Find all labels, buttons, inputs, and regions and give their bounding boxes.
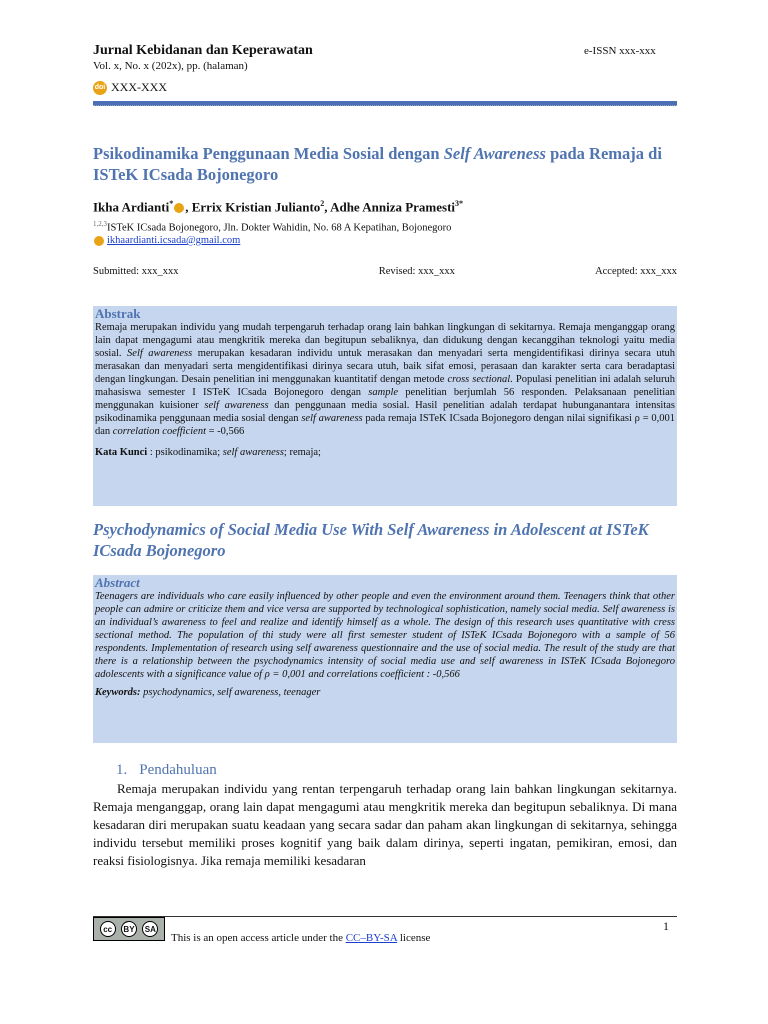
- abstract-heading: Abstract: [95, 575, 140, 590]
- title-italic: Self Awareness: [443, 144, 546, 163]
- page-number: 1: [663, 919, 669, 933]
- abstrak-body: Remaja merupakan individu yang mudah terpengaruh terhadap orang lain bahkan lingkungan di sekitarnya. Remaja menganggap orang lain dapat mengagumi atau mengkritik mereka dan begitupun sebaliknya, dan didukung dengan kecanggihan teknologi yaitu media sosial. Self awareness merupakan kesadaran individu untuk merasakan dan menyadari serta mengidentifikasi dirinya secara utuh merasakan dan menyadari serta mengidentifikasi dirinya secara utuh, baik sifat emosi, perasaan dan karakter serta cara beradaptasi dengan lingkungan. Desain penelitian ini menggunakan kuantitatif dengan metode cross sectional. Populasi penelitian ini adalah seluruh mahasiswa semester I ISTeK ICsada Bojonegoro dengan sample penelitian berjumlah 56 responden. Pelaksanaan penelitian menggunakan kuisioner self awareness dan penggunaan media sosial. Hasil penelitian adalah terdapat hubunganantara intensitas psikodinamika penggunaan media sosial dengan self awareness pada remaja ISTeK ICsada Bojonegoro dengan nilai signifikasi ρ = 0,001 dan correlation coefficient = -0,566: [95, 322, 676, 437]
- section-body: Remaja merupakan individu yang rentan terpengaruh terhadap orang lain bahkan lingkungan sekitarnya. Remaja menganggap, orang lain dapat mengagumi atau mengkritik mereka dan begitupun sebaliknya. Di mana kesadaran diri merupakan suatu keadaan yang secara sadar dan paham akan lingkungan di sekitarnya, sehingga individu tersebut memiliki proses kognitif yang baik dalam dirinya, seperti ingatan, pemikiran, emosi, dan reaksi fisiologisnya. Jika remaja memiliki kesadaran: [93, 781, 677, 868]
- doi-icon: doi: [93, 81, 107, 95]
- license-text: This is an open access article under the CC–BY-SA license: [171, 932, 431, 944]
- keywords: Keywords: psychodynamics, self awareness, teenager: [95, 687, 321, 698]
- revised-date: Revised: xxx_xxx: [378, 266, 455, 277]
- accepted-date: Accepted: xxx_xxx: [595, 266, 677, 277]
- cc-icon: cc: [100, 921, 116, 937]
- cc-license-badge[interactable]: [93, 917, 165, 941]
- issn: e-ISSN xxx-xxx: [584, 45, 656, 57]
- english-title: Psychodynamics of Social Media Use With Self Awareness in Adolescent at ISTeK ICsada Bojonegoro: [93, 520, 649, 560]
- sa-icon: SA: [142, 921, 158, 937]
- affiliation: $^{1,2,3}$ISTeK ICsada Bojonegoro, Jln. Dokter Wahidin, No. 68 A Kepatihan, Bojonegoro: [93, 220, 452, 234]
- author-email-link[interactable]: ikhaardianti.icsada@gmail.com: [107, 235, 241, 246]
- abstract-en-box: [93, 575, 677, 743]
- abstract-en-body: Teenagers are individuals who care easily influenced by other people and even the environment around them. Teenagers think that other people can admire or criticize them and vice versa are supported by technological sophistication, namely social media. Self awareness is an individual’s awareness to feel and realize and identify himself as a whole. The design of this research uses quantitative with cress sectional method. The population of thi study were all first semester student of ISTeK ICsada Bojonegoro with a sample of 56 respondents. Implementation of research using self awareness questionnaire and the use of social media. The result of the study are that there is a relationship between the psychodynamics intensity of social media use and self awareness in ISTeK ICsada Bojonegoro adolescents with a significance value of ρ = 0,001 and correlations coefficient : -0,566: [95, 591, 675, 680]
- license-link[interactable]: CC–BY-SA: [345, 932, 398, 944]
- authors: Ikha Ardianti* , Errix Kristian Julianto$^2$, Adhe Anniza Pramesti$^{3*}$: [93, 199, 464, 215]
- abstrak-heading: Abstrak: [95, 306, 141, 321]
- journal-title: Jurnal Kebidanan dan Keperawatan: [93, 43, 313, 58]
- doi-row: [93, 80, 167, 95]
- article-title: Psikodinamika Penggunaan Media Sosial dengan Self Awareness pada Remaja di ISTeK ICsada Bojonegoro: [93, 144, 662, 184]
- orcid-icon[interactable]: [174, 203, 184, 213]
- by-icon: BY: [121, 921, 137, 937]
- dates-row: [93, 266, 677, 277]
- submitted-date: Submitted: xxx_xxx: [93, 266, 179, 277]
- footer-rule: [93, 916, 677, 917]
- doi-value[interactable]: XXX-XXX: [111, 80, 167, 94]
- email-row: [93, 235, 240, 246]
- abstrak-box: [93, 306, 677, 506]
- kata-kunci: Kata Kunci : psikodinamika; self awareness; remaja;: [95, 447, 321, 458]
- email-icon: [94, 236, 104, 246]
- section-heading: 1. Pendahuluan: [116, 762, 217, 778]
- volume-info: Vol. x, No. x (202x), pp. (halaman): [93, 60, 248, 72]
- header-rule: [93, 101, 677, 106]
